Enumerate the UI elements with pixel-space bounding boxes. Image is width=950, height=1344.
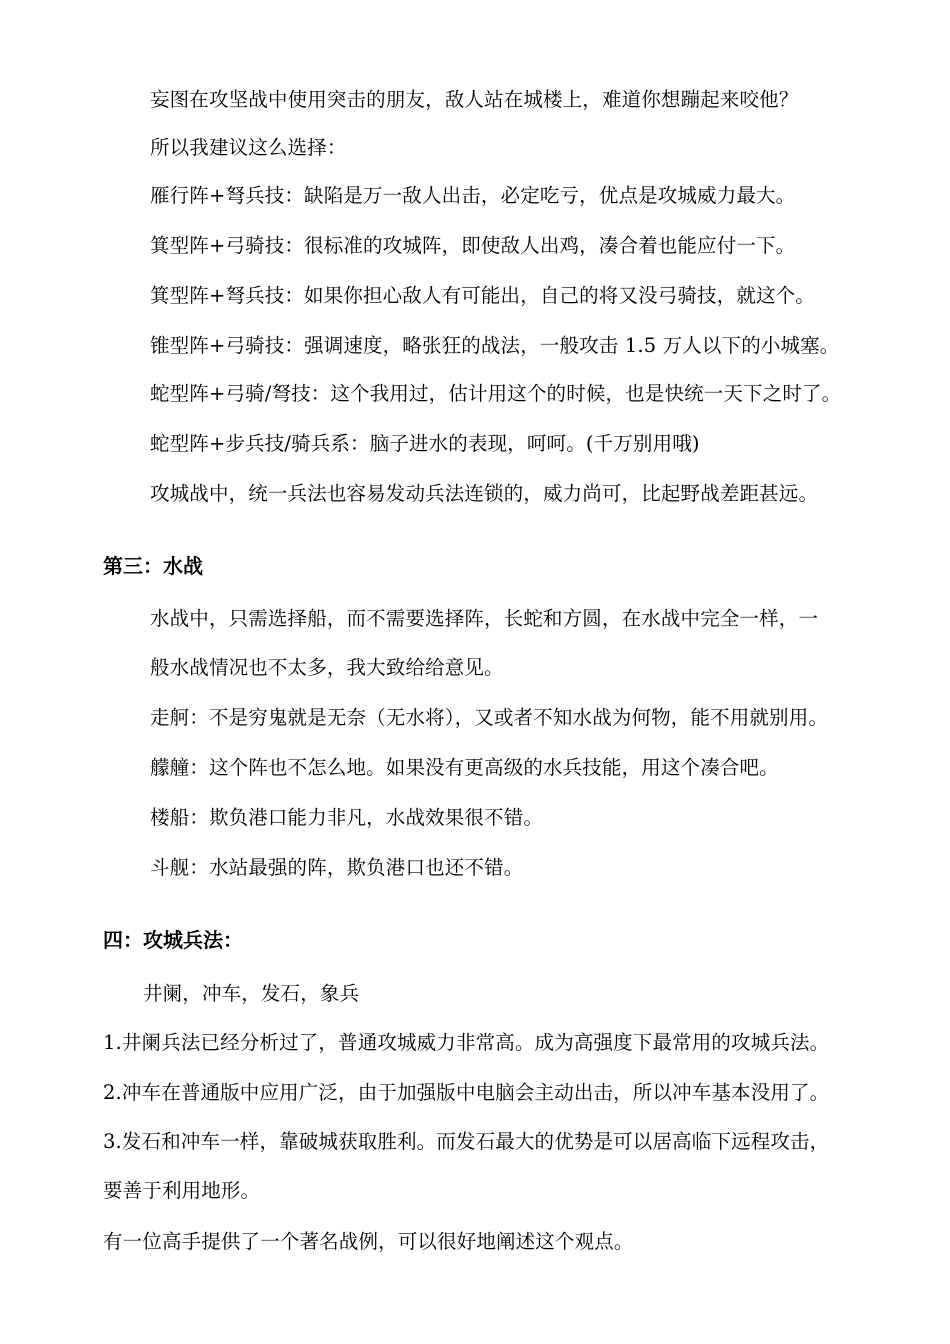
formation-item: 蛇型阵+弓骑/弩技：这个我用过，估计用这个的时候，也是快统一天下之时了。 bbox=[150, 382, 842, 405]
formation-item: 锥型阵+弓骑技：强调速度，略张狂的战法，一般攻击 1.5 万人以下的小城塞。 bbox=[150, 334, 840, 357]
formation-item: 箕型阵+弩兵技：如果你担心敌人有可能出，自己的将又没弓骑技，就这个。 bbox=[150, 284, 815, 307]
numbered-point: 3.发石和冲车一样，靠破城获取胜利。而发石最大的优势是可以居高临下远程攻击， bbox=[103, 1130, 830, 1153]
ship-item: 斗舰：水站最强的阵，欺负港口也还不错。 bbox=[150, 856, 524, 879]
numbered-point: 1.井阑兵法已经分析过了，普通攻城威力非常高。成为高强度下最常用的攻城兵法。 bbox=[103, 1031, 830, 1054]
ship-item: 走舸：不是穷鬼就是无奈（无水将），又或者不知水战为何物，能不用就别用。 bbox=[150, 706, 829, 729]
formation-item: 雁行阵+弩兵技：缺陷是万一敌人出击，必定吃亏，优点是攻城威力最大。 bbox=[150, 184, 796, 207]
ship-item: 艨艟：这个阵也不怎么地。如果没有更高级的水兵技能，用这个凑合吧。 bbox=[150, 756, 779, 779]
paragraph-line: 所以我建议这么选择： bbox=[150, 136, 347, 159]
section-heading-water: 第三：水战 bbox=[103, 554, 203, 578]
paragraph-line: 般水战情况也不太多，我大致给给意见。 bbox=[150, 656, 504, 679]
paragraph-line: 有一位高手提供了一个著名战例，可以很好地阐述这个观点。 bbox=[103, 1230, 634, 1253]
numbered-point: 2.冲车在普通版中应用广泛，由于加强版中电脑会主动出击，所以冲车基本没用了。 bbox=[103, 1081, 830, 1104]
ship-item: 楼船：欺负港口能力非凡，水战效果很不错。 bbox=[150, 806, 544, 829]
paragraph-line: 水战中，只需选择船，而不需要选择阵，长蛇和方圆，在水战中完全一样，一 bbox=[150, 607, 819, 630]
section-heading-tactics: 四：攻城兵法： bbox=[103, 928, 243, 952]
paragraph-line: 井阑，冲车，发石，象兵 bbox=[143, 982, 360, 1005]
paragraph-line: 要善于利用地形。 bbox=[103, 1179, 261, 1202]
paragraph-line: 妄图在攻坚战中使用突击的朋友，敌人站在城楼上，难道你想蹦起来咬他？ bbox=[150, 88, 799, 111]
formation-item: 箕型阵+弓骑技：很标准的攻城阵，即使敌人出鸡，凑合着也能应付一下。 bbox=[150, 234, 796, 257]
paragraph-line: 攻城战中，统一兵法也容易发动兵法连锁的，威力尚可，比起野战差距甚远。 bbox=[150, 482, 819, 505]
formation-item: 蛇型阵+步兵技/骑兵系：脑子进水的表现，呵呵。(千万别用哦) bbox=[150, 432, 700, 455]
